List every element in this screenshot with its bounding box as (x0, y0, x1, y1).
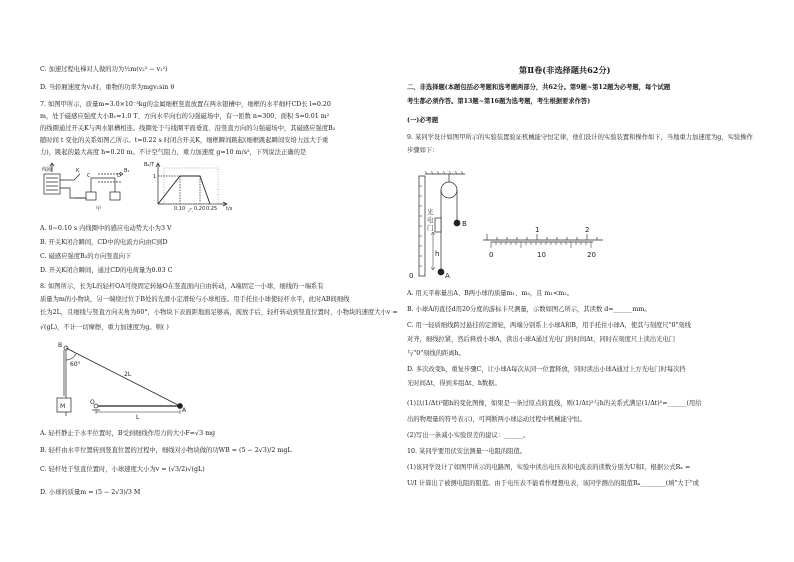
switch-k-label: K (76, 168, 80, 174)
main-scale-2: 2 (585, 226, 590, 234)
q8-option-a: A. 轻杆静止于水平位置时，B受到细线作用力的大小F=√3 mg (40, 430, 216, 437)
q7-line-4: 随时间 t 变化的关系如图乙所示。t=0.22 s 时闭合开关K，细框瞬间跳起(细框跳起瞬间安培力远大于重 (40, 137, 329, 144)
q9-step-c-3: 与"0"刻线的距离h。 (407, 350, 465, 357)
vernier-0: 0 (489, 251, 494, 259)
q9-line-1: 9. 某同学设计如图甲所示的实验装置验证机械能守恒定律，他们设计的实验装置和操作如下，当地重力加速度为g，实验操作 (407, 134, 753, 141)
t-axis-label: t/s (226, 206, 233, 212)
q9-sub-2: (2)写出一条减小实验误差的建议：______。 (407, 432, 530, 439)
q9-step-c-1: C. 用一轻质细线跨过悬挂的定滑轮，两端分别系上小球A和B，用手托住小球A，使其与刻度尺"0"刻线 (407, 322, 691, 329)
photogate-label-1: 光 (427, 208, 434, 216)
vernier-10: 10 (537, 251, 546, 259)
d-label: D (117, 173, 121, 179)
t-tick-1: 0.10 (174, 206, 186, 212)
q9-sub-1: (1)以(1/Δt)²随h的变化图像，如果是一条过原点的直线，则(1/Δt)²与h的关系式满足(1/Δt)²=______(用给 (407, 400, 702, 407)
coil-shape (44, 174, 60, 194)
c-label: C (87, 173, 91, 179)
q9-step-a: A. 用天平称量出A、B两小球的质量m₁、m₂，且 m₁<m₂。 (407, 290, 574, 297)
length-l-label: L (136, 414, 140, 420)
photogate-label-2: 电 (427, 216, 434, 224)
q7-line-5: 力)，跳起的最大高度 h=0.20 m。不计空气阻力，重力加速度 g=10 m/s²，下列说法正确的是 (40, 149, 307, 156)
angle-label: 60° (70, 361, 81, 368)
q10-line-1: 10. 某同学要用伏安法测量一电阻的阻值。 (407, 448, 527, 455)
b2-axis-label: B₂/T (144, 162, 155, 168)
t-tick-3: 0.25 (206, 206, 218, 212)
length-2l-label: 2L (124, 371, 132, 378)
yi-label: 乙 (188, 208, 194, 212)
q8-option-d: D. 小球的质量m = (5 − 2√3)/3 M (40, 489, 141, 496)
required-heading: (一)必考题 (407, 117, 439, 124)
pivot-o-label: O (90, 399, 95, 406)
main-scale-1: 1 (535, 226, 540, 234)
jia-label: 甲 (96, 206, 102, 212)
point-b-label: B (58, 342, 63, 349)
q9-step-b: B. 小球A的直径d用20分度的游标卡尺测量，示数如图乙所示，其读数 d=______mm。 (407, 306, 651, 313)
q9-sub-1-cont: 出的物理量的符号表示)，可判断两小球运动过程中机械能守恒。 (407, 416, 586, 423)
q8-line-1: 8. 如图所示，长为L的轻杆OA可绕固定转轴O在竖直面内自由转动，A端固定一小球，细线的一端系有 (40, 283, 324, 290)
q8-line-2: 质量为m的小物块，另一端绕过位于B处的光滑小定滑轮与小球相连。用手托住小球使轻杆水平，此时AB间细线 (40, 296, 350, 303)
t-tick-2: 0.20 (194, 206, 206, 212)
q7-option-c: C. 磁感应强度B₂的方向竖直向下 (40, 253, 132, 260)
q10-sub-1: (1)该同学设计了如图甲所示的电路图，实验中读出电压表和电流表的读数分别为U和I，根据公式Rₓ = (407, 464, 691, 471)
section-title: 第Ⅱ卷(非选择题共62分) (519, 65, 611, 75)
q8-figure (52, 340, 202, 420)
height-h-label: h (435, 250, 440, 258)
q6-option-c: C. 加速过程电梯对人做的功为½m(v₂² − v₁²) (40, 66, 168, 73)
ball-a-label: A (445, 272, 450, 280)
ball-b-label: B (462, 220, 467, 228)
q9-figure (407, 160, 607, 280)
q8-line-3: 长为2L，且细线与竖直方向夹角为60°，小物块下表面距地面足够高，现放手后，轻杆转动到竖直位置时，小物块的速度大小v = (40, 309, 398, 316)
ball-a-label: A (182, 407, 187, 414)
q7-line-3: 的线圈通过开关K与两水银槽相连。线圈处于与线圈平面垂直、沿竖直方向的匀强磁场中，其磁感应强度B₂ (40, 125, 336, 132)
section2-intro-2: 考生都必须作答。第13题~第16题为选考题，考生根据要求作答) (407, 98, 591, 105)
q7-option-d: D. 开关K闭合瞬间，通过CD的电荷量为0.03 C (40, 267, 173, 274)
y-tick-label: 1 (153, 174, 157, 180)
coil-label: 线圈 (42, 167, 53, 173)
q7-option-a: A. 0~0.10 s 内线圈中的感应电动势大小为3 V (40, 225, 172, 232)
q8-line-4: √(gL)，不计一切摩擦，重力加速度为g。则( ) (40, 324, 169, 331)
q6-option-d: D. 当轿厢速度为v₁时，重物的功率为mgv₁sin θ (40, 84, 175, 91)
q9-line-2: 步骤如下： (407, 147, 439, 154)
mass-m-label: M (60, 403, 66, 410)
q9-step-d-1: D. 多次改变h，重复步骤C，让小球A每次从同一位置释放，同时读出小球A通过上方光电门时每次挡 (407, 366, 686, 373)
q7-line-2: m，处于磁感应强度大小B₁=1.0 T、方向水平向右的匀强磁场中，有一匝数 n=300、面积 S=0.01 m² (40, 113, 330, 120)
b1-label: B₁ (124, 168, 130, 174)
ruler-zero-label: 0 (409, 272, 414, 280)
section2-intro-1: 二、非选择题(本题包括必考题和选考题两部分，共62分。第9题~第12题为必考题，每个试题 (407, 84, 671, 91)
q8-option-b: B. 轻杆由水平位置转到竖直位置的过程中，细线对小物块做的功WB = (5 − 2√3)/2 mgL (40, 447, 292, 454)
q7-line-1: 7. 如图甲所示，质量m=3.0×10⁻³kg的金属细框竖直放置在两水银槽中，细框的水平细杆CD长 l=0.20 (40, 101, 331, 108)
q9-step-c-2: 对齐，细线拉紧，然后释放小球A，读出小球A通过光电门的时间Δt，同时在刻度尺上读出光电门 (407, 336, 676, 343)
q7-option-b: B. 开关K闭合瞬间，CD中的电流方向由C到D (40, 239, 168, 246)
photogate-label-3: 门 (427, 224, 434, 232)
q9-step-d-2: 光时间Δt，得到多组Δt、h数据。 (407, 380, 501, 387)
q7-figure (40, 160, 240, 212)
q10-sub-1-cont: U/I 计算出了被测电阻的阻值。由于电压表不能看作理想电表，该同学测出的阻值Rₓ________(填"大于"或 (407, 480, 700, 487)
vernier-20: 20 (587, 251, 596, 259)
q8-option-c: C. 轻杆处于竖直位置时，小球速度大小为v = (√3/2)√(gL) (40, 466, 205, 473)
